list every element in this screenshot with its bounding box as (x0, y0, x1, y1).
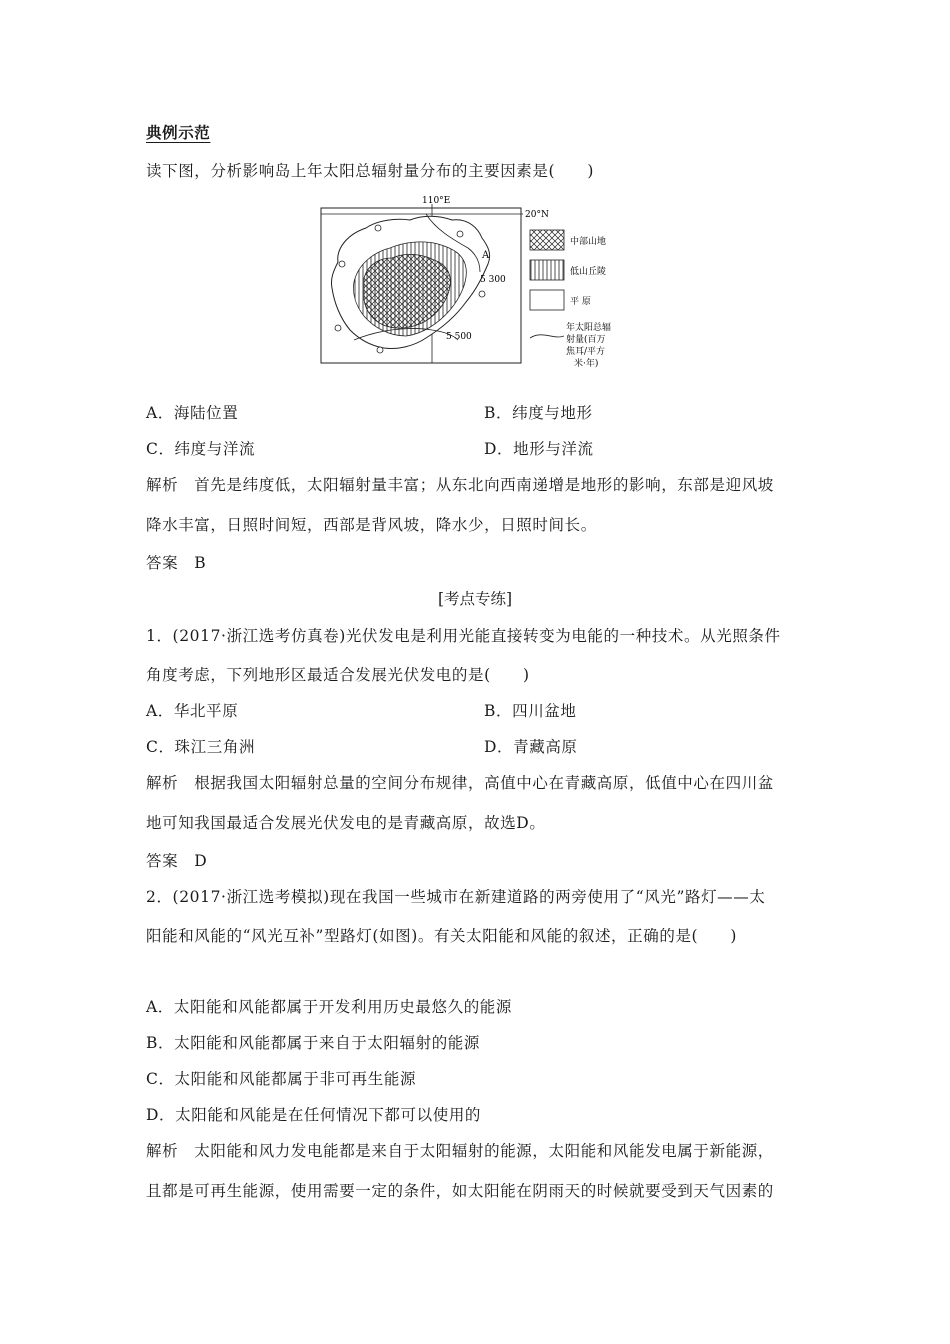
section-title: [考点专练] (437, 590, 513, 608)
q1-option-c: C．珠江三角洲 (146, 738, 256, 756)
legend-plain-swatch (530, 290, 564, 310)
q1-option-a: A．华北平原 (146, 702, 239, 720)
q2-line1: 2．(2017·浙江选考模拟)现在我国一些城市在新建道路的两旁使用了“风光”路灯——太 (146, 888, 766, 906)
legend-hills-swatch (530, 260, 564, 280)
legend-iso-label-4: 米·年) (574, 359, 599, 369)
example-question: 读下图，分析影响岛上年太阳总辐射量分布的主要因素是( ) (146, 162, 594, 180)
q1-analysis-line1: 解析 根据我国太阳辐射总量的空间分布规律，高值中心在青藏高原，低值中心在四川盆 (146, 774, 774, 792)
example-analysis-line2: 降水丰富，日照时间短，西部是背风坡，降水少，日照时间长。 (146, 516, 597, 534)
example-option-d: D．地形与洋流 (484, 440, 594, 458)
q1-answer: 答案 D (146, 852, 208, 870)
example-option-a: A．海陆位置 (146, 404, 239, 422)
q2-option-d: D．太阳能和风能是在任何情况下都可以使用的 (146, 1106, 482, 1124)
iso-5500-label: 5 500 (446, 332, 472, 342)
q1-option-b: B．四川盆地 (484, 702, 577, 720)
legend-isoline-swatch (530, 335, 564, 338)
q1-line1: 1．(2017·浙江选考仿真卷)光伏发电是利用光能直接转变为电能的一种技术。从光照条件 (146, 627, 781, 645)
island-map-figure (318, 190, 648, 375)
q2-option-a: A．太阳能和风能都属于开发利用历史最悠久的能源 (146, 998, 512, 1016)
example-option-b: B．纬度与地形 (484, 404, 593, 422)
q2-line2: 阳能和风能的“风光互补”型路灯(如图)。有关太阳能和风能的叙述，正确的是( ) (146, 927, 738, 945)
q1-option-d: D．青藏高原 (484, 738, 578, 756)
q1-line2: 角度考虑，下列地形区最适合发展光伏发电的是( ) (146, 666, 530, 684)
example-answer: 答案 B (146, 554, 207, 572)
legend-hills-label: 低山丘陵 (570, 267, 607, 277)
legend-mountain-swatch (530, 230, 564, 250)
legend-iso-label-1: 年太阳总辐 (566, 323, 612, 333)
point-a-label: A (482, 250, 490, 261)
legend-iso-label-3: 焦耳/平方 (566, 347, 606, 357)
example-option-c: C．纬度与洋流 (146, 440, 256, 458)
q2-analysis-line2: 且都是可再生能源，使用需要一定的条件，如太阳能在阴雨天的时候就要受到天气因素的 (146, 1182, 774, 1200)
legend-mountain-label: 中部山地 (570, 237, 607, 247)
lon-label: 110°E (422, 196, 451, 206)
q2-analysis-line1: 解析 太阳能和风力发电能都是来自于太阳辐射的能源，太阳能和风能发电属于新能源， (146, 1142, 774, 1160)
legend-plain-label: 平 原 (570, 297, 591, 307)
q1-analysis-line2: 地可知我国最适合发展光伏发电的是青藏高原，故选D。 (146, 814, 546, 832)
q2-option-b: B．太阳能和风能都属于来自于太阳辐射的能源 (146, 1034, 480, 1052)
iso-5300-label: 5 300 (480, 275, 506, 285)
lat-label: 20°N (525, 210, 549, 220)
example-analysis-line1: 解析 首先是纬度低，太阳辐射量丰富；从东北向西南递增是地形的影响，东部是迎风坡 (146, 476, 774, 494)
legend-iso-label-2: 射量(百万 (566, 335, 606, 345)
q2-option-c: C．太阳能和风能都属于非可再生能源 (146, 1070, 417, 1088)
section-heading: 典例示范 (146, 123, 211, 142)
